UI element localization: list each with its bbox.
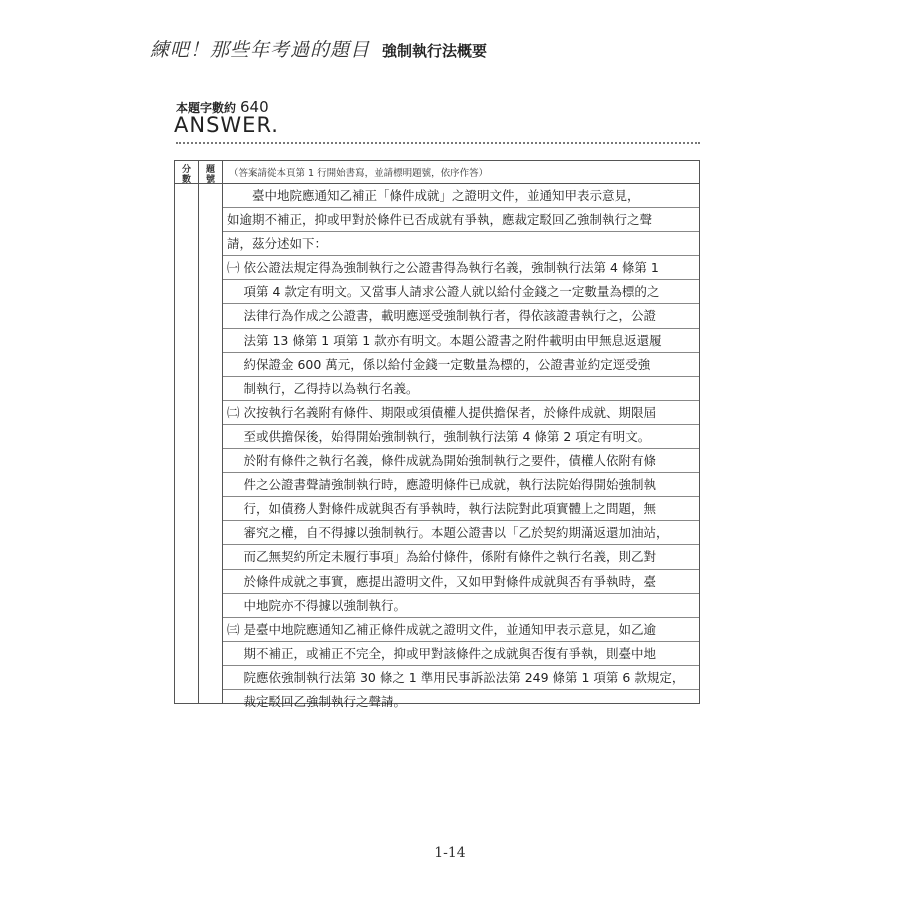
answer-line: ㈠ 依公證法規定得為強制執行之公證書得為執行名義，強制執行法第 4 條第 1 xyxy=(223,256,699,280)
answer-line: 法律行為作成之公證書，載明應逕受強制執行者，得依該證書執行之，公證 xyxy=(223,304,699,328)
answer-line: 法第 13 條第 1 項第 1 款亦有明文。本題公證書之附件載明由甲無息返還履 xyxy=(223,329,699,353)
answer-heading: ANSWER. xyxy=(174,113,279,137)
answer-line: 院應依強制執行法第 30 條之 1 準用民事訴訟法第 249 條第 1 項第 6 款規定， xyxy=(223,666,699,690)
answer-line: 中地院亦不得據以強制執行。 xyxy=(223,594,699,618)
dotted-divider xyxy=(176,142,700,144)
answer-sheet xyxy=(174,160,700,709)
answer-line: 約保證金 600 萬元，係以給付金錢一定數量為標的，公證書並約定逕受強 xyxy=(223,353,699,377)
answer-line: 請，茲分述如下： xyxy=(223,232,699,256)
answer-line: 臺中地院應通知乙補正「條件成就」之證明文件，並通知甲表示意見， xyxy=(223,184,699,208)
score-column-header: 分 數 xyxy=(181,165,191,185)
answer-line: 行，如債務人對條件成就與否有爭執時，執行法院對此項實體上之問題，無 xyxy=(223,497,699,521)
answer-line: 制執行，乙得持以為執行名義。 xyxy=(223,377,699,401)
answer-line: 件之公證書聲請強制執行時，應證明條件已成就，執行法院始得開始強制執 xyxy=(223,473,699,497)
answer-line: 於條件成就之事實，應提出證明文件，又如甲對條件成就與否有爭執時，臺 xyxy=(223,570,699,594)
answer-line: 於附有條件之執行名義，條件成就為開始強制執行之要件，債權人依附有條 xyxy=(223,449,699,473)
subject-title: 強制執行法概要 xyxy=(382,42,488,60)
answer-line: 至或供擔保後，始得開始強制執行，強制執行法第 4 條第 2 項定有明文。 xyxy=(223,425,699,449)
word-count-value: 640 xyxy=(240,98,269,116)
question-number-header: 題 號 xyxy=(205,165,215,185)
page-number: 1-14 xyxy=(434,845,466,861)
answer-line: 如逾期不補正，抑或甲對於條件已否成就有爭執，應裁定駁回乙強制執行之聲 xyxy=(223,208,699,232)
page-header xyxy=(150,35,487,65)
series-title: 練吧！那些年考過的題目 xyxy=(150,39,371,61)
question-number-column xyxy=(199,161,223,703)
word-count-label: 本題字數約 xyxy=(176,101,237,115)
answer-line: 裁定駁回乙強制執行之聲請。 xyxy=(227,693,406,709)
answer-line: 項第 4 款定有明文。又當事人請求公證人就以給付金錢之一定數量為標的之 xyxy=(223,280,699,304)
answer-line: 期不補正，或補正不完全，抑或甲對該條件之成就與否復有爭執，則臺中地 xyxy=(223,642,699,666)
answer-line: ㈢ 是臺中地院應通知乙補正條件成就之證明文件，並通知甲表示意見，如乙逾 xyxy=(223,618,699,642)
score-column xyxy=(175,161,199,703)
answer-line: ㈡ 次按執行名義附有條件、期限或須債權人提供擔保者，於條件成就、期限屆 xyxy=(223,401,699,425)
sheet-instruction: （答案請從本頁第 1 行開始書寫，並請標明題號，依序作答） xyxy=(229,168,489,179)
answer-line: 而乙無契約所定未履行事項」為給付條件，係附有條件之執行名義，則乙對 xyxy=(223,545,699,569)
answer-line: 審究之權，自不得據以強制執行。本題公證書以「乙於契約期滿返還加油站， xyxy=(223,521,699,545)
answer-lines xyxy=(223,184,699,714)
